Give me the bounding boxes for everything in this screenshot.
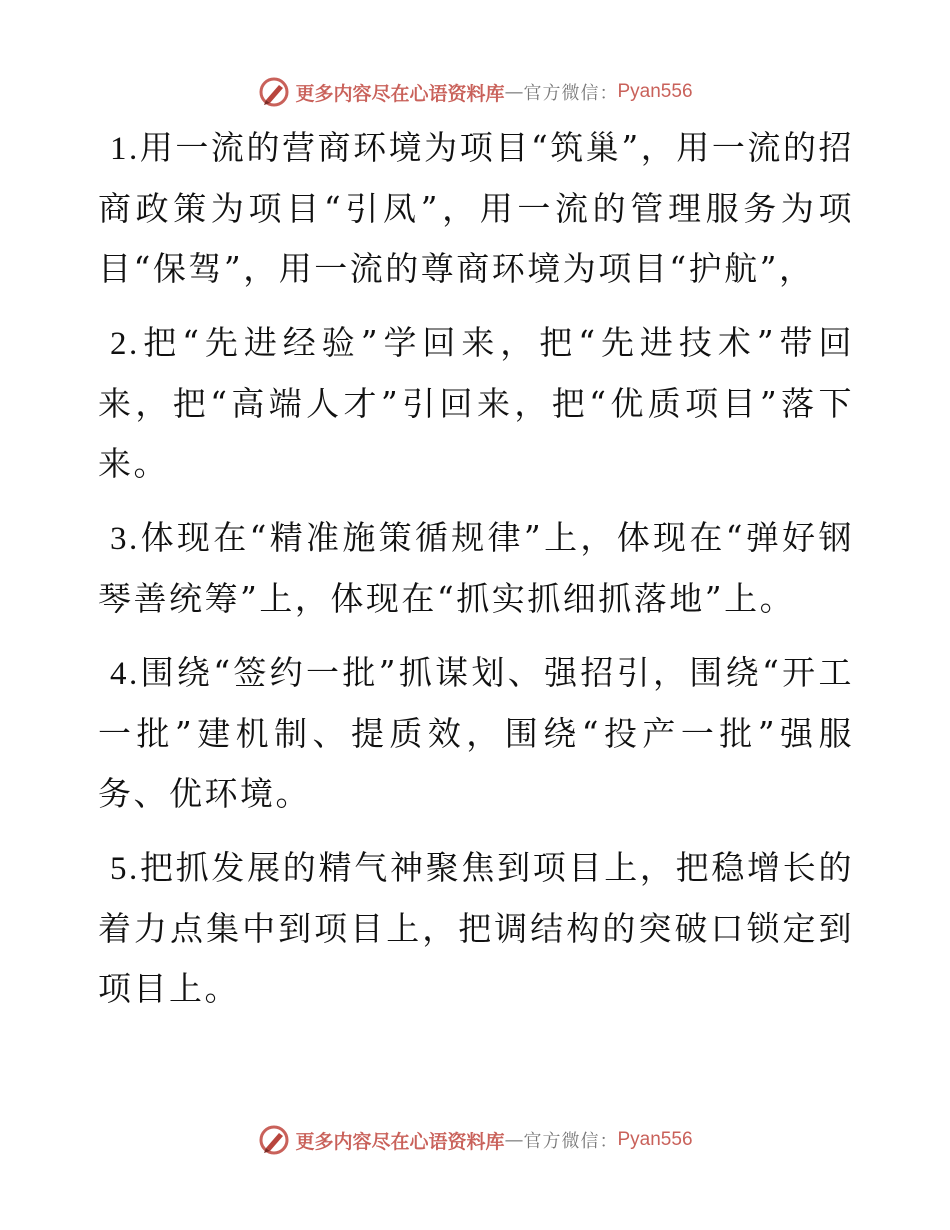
banner-brand: 更多内容尽在心语资料库 (295, 82, 505, 105)
banner-official-label: 官方微信 (523, 1131, 600, 1152)
paragraph-text: 把抓发展的精气神聚焦到项目上，把稳增长的着力点集中到项目上，把调结构的突破口锁定到项目上。 (98, 848, 854, 1008)
paragraph-number: 3. (110, 521, 140, 557)
banner-brand: 更多内容尽在心语资料库 (295, 1130, 505, 1153)
footer-watermark-banner (0, 1120, 950, 1160)
paragraph-number: 2. (110, 326, 140, 362)
paragraph-number: 5. (110, 851, 140, 887)
banner-dash: — (504, 1129, 524, 1151)
header-watermark-banner (0, 72, 950, 112)
paragraph-text: 用一流的营商环境为项目“筑巢”，用一流的招商政策为项目“引凤”，用一流的管理服务为项目“保驾”，用一流的尊商环境为项目“护航”， (98, 128, 854, 288)
banner-official-label: 官方微信 (523, 83, 600, 104)
banner-text (295, 79, 692, 106)
paragraph-2 (98, 313, 854, 494)
pen-logo-icon (257, 75, 291, 109)
paragraph-number: 4. (110, 656, 140, 692)
banner-dash: — (504, 81, 524, 103)
paragraph-text: 体现在“精准施策循规律”上，体现在“弹好钢琴善统筹”上，体现在“抓实抓细抓落地”上。 (98, 518, 854, 618)
paragraph-3 (98, 508, 854, 629)
banner-text (295, 1127, 692, 1154)
document-body (98, 118, 854, 1033)
banner-wechat-id: Pyan556 (617, 81, 693, 102)
paragraph-5 (98, 838, 854, 1019)
paragraph-1 (98, 118, 854, 299)
paragraph-text: 围绕“签约一批”抓谋划、强招引，围绕“开工一批”建机制、提质效，围绕“投产一批”强服务、优环境。 (98, 653, 854, 813)
pen-logo-icon (257, 1123, 291, 1157)
banner-wechat-id: Pyan556 (617, 1129, 693, 1150)
banner-colon: ： (599, 83, 618, 104)
paragraph-4 (98, 643, 854, 824)
paragraph-number: 1. (110, 131, 140, 167)
paragraph-text: 把“先进经验”学回来，把“先进技术”带回来，把“高端人才”引回来，把“优质项目”落下来。 (98, 323, 854, 483)
banner-colon: ： (599, 1131, 618, 1152)
